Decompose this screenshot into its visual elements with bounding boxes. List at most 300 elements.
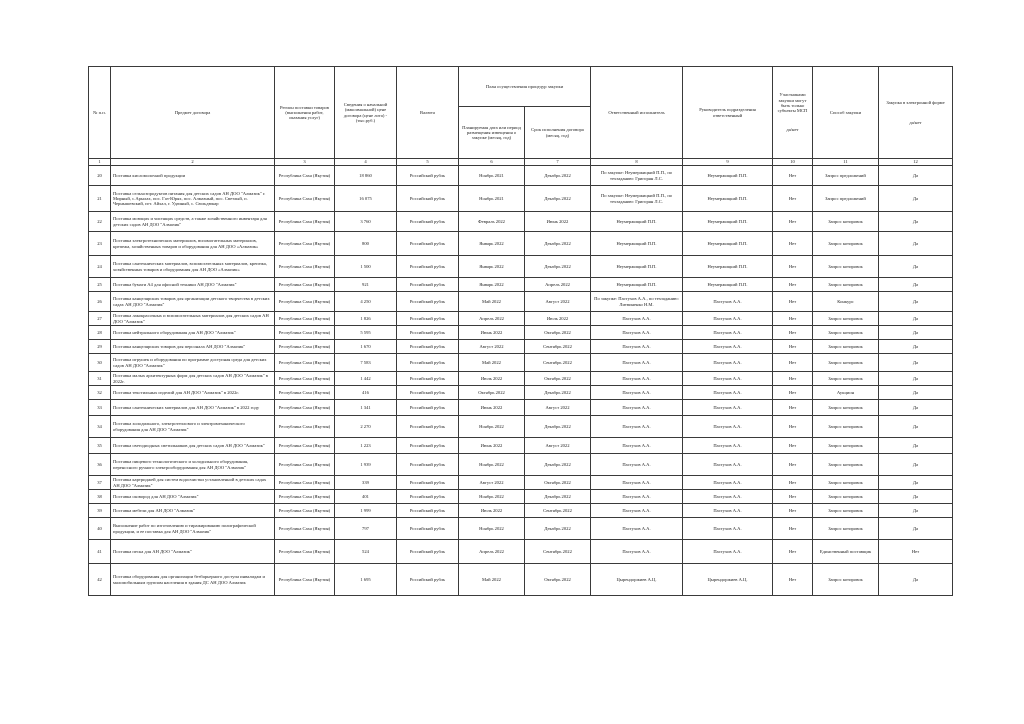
table-cell-subject: Поставка кисломолочной продукции [111,166,275,186]
table-cell-exec: Пастухов А.А. [591,354,683,372]
table-cell-method: Единственный поставщик [813,540,879,564]
header-cell: Планируемая дата или период размещения извещения о закупке (месяц, год) [459,107,525,159]
table-cell-msp: Нет [773,326,813,340]
column-number: 7 [525,159,591,166]
header-cell: № п.п. [89,67,111,159]
table-cell-currency: Российский рубль [397,504,459,518]
table-cell-msp: Нет [773,292,813,312]
table-cell-term: Сентябрь 2022 [525,504,591,518]
table-row [89,372,953,386]
header-cell: Регион поставки товаров (выполнения работ, оказания услуг) [275,67,335,159]
column-number: 11 [813,159,879,166]
table-cell-currency: Российский рубль [397,400,459,416]
header-cell [773,67,813,159]
table-cell-n: 38 [89,490,111,504]
table-cell-price: 401 [335,490,397,504]
table-cell-date: Август 2022 [459,340,525,354]
table-cell-date: Апрель 2022 [459,540,525,564]
table-cell-msp: Нет [773,540,813,564]
table-cell-head: Пастухов А.А. [683,454,773,476]
table-cell-method: Запрос котировок [813,438,879,454]
table-cell-region: Республика Саха (Якутия) [275,292,335,312]
table-cell-price: 800 [335,232,397,256]
table-cell-term: Июль 2022 [525,312,591,326]
table-cell-currency: Российский рубль [397,476,459,490]
table-row [89,256,953,278]
table-cell-term: Октябрь 2022 [525,564,591,596]
table-cell-msp: Нет [773,438,813,454]
table-cell-el: Да [879,416,953,438]
table-cell-exec: Пастухов А.А. [591,504,683,518]
table-cell-exec: Пастухов А.А. [591,386,683,400]
table-row [89,340,953,354]
table-cell-el: Да [879,454,953,476]
table-cell-n: 20 [89,166,111,186]
document-page [88,66,952,596]
table-cell-method: Запрос котировок [813,564,879,596]
table-cell-el: Да [879,326,953,340]
table-cell-currency: Российский рубль [397,312,459,326]
table-row [89,400,953,416]
table-cell-date: Ноябрь 2022 [459,518,525,540]
table-cell-head: Пастухов А.А. [683,340,773,354]
table-cell-exec: Пастухов А.А. [591,438,683,454]
table-cell-el: Да [879,386,953,400]
table-cell-currency: Российский рубль [397,540,459,564]
table-cell-n: 40 [89,518,111,540]
table-cell-term: Июнь 2022 [525,212,591,232]
table-cell-el: Да [879,490,953,504]
table-cell-subject: Поставка песка для АН ДОО "Алмазик" [111,540,275,564]
table-cell-n: 32 [89,386,111,400]
column-number: 6 [459,159,525,166]
column-number: 5 [397,159,459,166]
table-cell-head: Пастухов А.А. [683,354,773,372]
table-cell-date: Июль 2022 [459,504,525,518]
table-cell-date: Май 2022 [459,354,525,372]
table-cell-currency: Российский рубль [397,372,459,386]
table-cell-head: Пастухов А.А. [683,518,773,540]
table-cell-date: Ноябрь 2021 [459,166,525,186]
table-cell-msp: Нет [773,278,813,292]
table-cell-price: 339 [335,476,397,490]
table-cell-method: Запрос котировок [813,454,879,476]
table-cell-exec: Пастухов А.А. [591,312,683,326]
table-cell-msp: Нет [773,518,813,540]
table-cell-exec: Пастухов А.А. [591,326,683,340]
table-cell-head: Неумержицкий П.П. [683,256,773,278]
table-cell-n: 24 [89,256,111,278]
table-cell-subject: Поставка нейтрального оборудования для АН ДОО "Алмазик" [111,326,275,340]
table-cell-method: Запрос котировок [813,400,879,416]
table-cell-exec: Пастухов А.А. [591,454,683,476]
table-cell-exec: Пастухов А.А. [591,372,683,386]
table-cell-date: Январь 2022 [459,278,525,292]
table-cell-exec: Пастухов А.А. [591,400,683,416]
table-cell-n: 36 [89,454,111,476]
table-cell-msp: Нет [773,256,813,278]
table-cell-n: 37 [89,476,111,490]
table-row [89,540,953,564]
table-cell-el: Да [879,278,953,292]
header-cell-text: Закупка в электронной форме [886,100,945,106]
table-cell-head: Пастухов А.А. [683,372,773,386]
table-row [89,490,953,504]
table-cell-exec: По закупке: Неумержицкий П.П., по техзаданию: Григорян Л.С. [591,166,683,186]
table-cell-term: Сентябрь 2022 [525,354,591,372]
table-cell-date: Январь 2022 [459,232,525,256]
table-cell-price: 921 [335,278,397,292]
table-cell-head: Неумержицкий П.П. [683,186,773,212]
table-cell-head: Пастухов А.А. [683,476,773,490]
table-cell-method: Запрос котировок [813,372,879,386]
table-cell-date: Август 2022 [459,476,525,490]
table-cell-subject: Поставка малых архитектурных форм для детских садов АН ДОО "Алмазик" в 2022г. [111,372,275,386]
table-cell-date: Ноябрь 2021 [459,186,525,212]
table-cell-subject: Поставка оборудования для организации безбарьерного доступа инвалидам и маломобильным группам населения в здания ДС АН ДОО Алмазик [111,564,275,596]
table-cell-region: Республика Саха (Якутия) [275,416,335,438]
table-cell-head: Неумержицкий П.П. [683,212,773,232]
table-cell-el: Да [879,292,953,312]
table-cell-head: Пастухов А.А. [683,386,773,400]
table-row [89,212,953,232]
header-cell: Предмет договора [111,67,275,159]
header-cell: Сведения о начальной (максимальной) цене договора (цене лота) - (тыс.руб.) [335,67,397,159]
table-cell-term: Октябрь 2022 [525,326,591,340]
table-cell-el: Да [879,354,953,372]
table-row [89,504,953,518]
table-cell-method: Запрос предложений [813,186,879,212]
table-cell-date: Февраль 2022 [459,212,525,232]
table-cell-head: Цырендоржиев А.Ц. [683,564,773,596]
table-cell-el: Да [879,400,953,416]
table-cell-n: 35 [89,438,111,454]
table-row [89,438,953,454]
table-cell-exec: Цырендоржиев А.Ц. [591,564,683,596]
table-cell-term: Декабрь 2022 [525,256,591,278]
table-row [89,354,953,372]
table-cell-msp: Нет [773,232,813,256]
table-cell-method: Запрос котировок [813,212,879,232]
table-cell-price: 2 270 [335,416,397,438]
column-number: 9 [683,159,773,166]
table-cell-date: Ноябрь 2022 [459,454,525,476]
table-cell-el: Да [879,212,953,232]
table-cell-head: Пастухов А.А. [683,540,773,564]
table-cell-el: Да [879,312,953,326]
table-cell-head: Неумержицкий П.П. [683,232,773,256]
table-cell-subject: Поставка текстильных изделий для АН ДОО "Алмазик" в 2022г. [111,386,275,400]
table-cell-el: Да [879,232,953,256]
header-cell-sub: да/нет [909,119,922,125]
table-cell-price: 3 760 [335,212,397,232]
table-cell-currency: Российский рубль [397,166,459,186]
table-cell-el: Да [879,166,953,186]
table-cell-currency: Российский рубль [397,212,459,232]
table-cell-head: Пастухов А.А. [683,416,773,438]
column-number: 10 [773,159,813,166]
table-cell-msp: Нет [773,212,813,232]
table-cell-method: Конкурс [813,292,879,312]
table-cell-currency: Российский рубль [397,386,459,400]
header-cell: Способ закупки [813,67,879,159]
table-cell-price: 16 075 [335,186,397,212]
table-cell-n: 25 [89,278,111,292]
table-cell-price: 1 670 [335,340,397,354]
table-cell-price: 5 595 [335,326,397,340]
table-cell-head: Пастухов А.А. [683,490,773,504]
table-cell-price: 1 442 [335,372,397,386]
header-cell: План осуществления процедур закупки [459,67,591,107]
table-cell-region: Республика Саха (Якутия) [275,312,335,326]
table-cell-currency: Российский рубль [397,186,459,212]
table-cell-exec: Неумержицкий П.П. [591,278,683,292]
table-cell-n: 42 [89,564,111,596]
table-cell-region: Республика Саха (Якутия) [275,518,335,540]
table-cell-n: 33 [89,400,111,416]
column-number: 4 [335,159,397,166]
table-cell-term: Август 2022 [525,292,591,312]
table-cell-term: Август 2022 [525,400,591,416]
table-cell-el: Да [879,504,953,518]
table-cell-msp: Нет [773,490,813,504]
table-row [89,386,953,400]
table-cell-date: Июль 2022 [459,372,525,386]
table-cell-el: Да [879,564,953,596]
table-cell-region: Республика Саха (Якутия) [275,454,335,476]
table-cell-price: 1 223 [335,438,397,454]
header-cell: Ответственный исполнитель [591,67,683,159]
table-cell-price: 7 583 [335,354,397,372]
table-row [89,476,953,490]
table-cell-exec: Неумержицкий П.П. [591,232,683,256]
table-cell-subject: Поставка игрушек и оборудования по программе доступная среда для детских садов АН ДОО "Алмазик" [111,354,275,372]
table-cell-currency: Российский рубль [397,340,459,354]
procurement-table [88,66,953,596]
table-cell-region: Республика Саха (Якутия) [275,278,335,292]
table-row [89,518,953,540]
table-cell-date: Июнь 2022 [459,326,525,340]
table-cell-region: Республика Саха (Якутия) [275,372,335,386]
table-cell-currency: Российский рубль [397,438,459,454]
table-row [89,564,953,596]
table-cell-subject: Поставка лакокрасочных и вспомогательных материалов для детских садов АН ДОО "Алмазик" [111,312,275,326]
table-row [89,166,953,186]
table-cell-region: Республика Саха (Якутия) [275,340,335,354]
table-cell-currency: Российский рубль [397,256,459,278]
table-cell-date: Май 2022 [459,564,525,596]
table-cell-region: Республика Саха (Якутия) [275,564,335,596]
table-cell-term: Октябрь 2022 [525,476,591,490]
table-cell-price: 1 939 [335,454,397,476]
table-cell-method: Запрос котировок [813,256,879,278]
table-cell-n: 31 [89,372,111,386]
table-cell-region: Республика Саха (Якутия) [275,354,335,372]
table-cell-msp: Нет [773,454,813,476]
table-cell-region: Республика Саха (Якутия) [275,186,335,212]
table-cell-price: 797 [335,518,397,540]
table-cell-method: Запрос котировок [813,326,879,340]
table-cell-n: 28 [89,326,111,340]
table-cell-msp: Нет [773,186,813,212]
table-cell-subject: Поставка моющих и чистящих средств, а также хозяйственного инвентаря для детских садов АН ДОО "Алмазик" [111,212,275,232]
table-cell-term: Декабрь 2022 [525,386,591,400]
table-cell-n: 22 [89,212,111,232]
table-cell-subject: Поставка сантехнических материалов, вспомогательных материалов, крепежа, хозяйственных товаров и оборудования для АН ДОО «Алмазик» [111,256,275,278]
table-cell-term: Сентябрь 2022 [525,540,591,564]
table-cell-subject: Выполнение работ по изготовлению и тиражированию полиграфической продукции, и ее поставка для АН ДОО "Алмазик" [111,518,275,540]
table-row [89,186,953,212]
table-cell-currency: Российский рубль [397,564,459,596]
header-cell: Руководитель подразделения ответственный [683,67,773,159]
table-body [89,166,953,596]
table-row [89,278,953,292]
table-cell-method: Запрос котировок [813,416,879,438]
table-cell-price: 1 999 [335,504,397,518]
table-cell-msp: Нет [773,564,813,596]
table-cell-region: Республика Саха (Якутия) [275,256,335,278]
table-cell-subject: Поставка канцелярских товаров для персонала АН ДОО "Алмазик" [111,340,275,354]
table-cell-price: 18 860 [335,166,397,186]
table-cell-subject: Поставка сантехнических материалов для АН ДОО "Алмазик" в 2022 году [111,400,275,416]
table-cell-currency: Российский рубль [397,454,459,476]
table-cell-subject: Поставка канцелярских товаров для организации детского творчества в детских садах АН ДОО "Алмазик" [111,292,275,312]
table-cell-n: 30 [89,354,111,372]
table-row [89,232,953,256]
table-cell-n: 34 [89,416,111,438]
table-cell-term: Декабрь 2022 [525,490,591,504]
table-cell-msp: Нет [773,166,813,186]
table-cell-el: Да [879,372,953,386]
table-cell-date: Октябрь 2022 [459,386,525,400]
table-cell-head: Пастухов А.А. [683,312,773,326]
column-number-row [89,159,953,166]
table-cell-region: Республика Саха (Якутия) [275,166,335,186]
table-cell-head: Неумержицкий П.П. [683,278,773,292]
table-cell-region: Республика Саха (Якутия) [275,490,335,504]
table-cell-n: 27 [89,312,111,326]
table-cell-subject: Поставка светодиодных светильников для детских садов АН ДОО "Алмазик" [111,438,275,454]
table-cell-currency: Российский рубль [397,518,459,540]
header-cell-text: Участниками закупки могут быть только субъекты МСП [777,92,808,114]
table-cell-term: Декабрь 2022 [525,416,591,438]
table-cell-exec: Пастухов А.А. [591,340,683,354]
table-cell-date: Ноябрь 2022 [459,416,525,438]
table-cell-msp: Нет [773,340,813,354]
table-cell-method: Запрос предложений [813,166,879,186]
table-cell-price: 1 500 [335,256,397,278]
table-cell-head: Неумержицкий П.П. [683,166,773,186]
table-cell-msp: Нет [773,416,813,438]
table-cell-msp: Нет [773,372,813,386]
column-number: 8 [591,159,683,166]
table-cell-method: Запрос котировок [813,312,879,326]
table-cell-term: Октябрь 2022 [525,372,591,386]
table-cell-head: Пастухов А.А. [683,292,773,312]
table-cell-exec: Пастухов А.А. [591,518,683,540]
table-cell-msp: Нет [773,312,813,326]
table-cell-method: Запрос котировок [813,232,879,256]
table-cell-region: Республика Саха (Якутия) [275,386,335,400]
table-cell-date: Апрель 2022 [459,312,525,326]
table-cell-exec: Пастухов А.А. [591,490,683,504]
table-cell-subject: Поставка пищевого технологического и холодильного оборудования, переносного ручного электрооборудования для АН ДОО "Алмазик" [111,454,275,476]
table-cell-method: Запрос котировок [813,476,879,490]
table-cell-region: Республика Саха (Якутия) [275,438,335,454]
table-row [89,326,953,340]
table-cell-term: Декабрь 2022 [525,518,591,540]
table-cell-price: 4 250 [335,292,397,312]
table-cell-region: Республика Саха (Якутия) [275,232,335,256]
table-cell-region: Республика Саха (Якутия) [275,540,335,564]
table-cell-subject: Поставка мебели для АН ДОО "Алмазик" [111,504,275,518]
table-cell-msp: Нет [773,400,813,416]
table-cell-exec: По закупке: Пастухов А.А., по техзаданию: Литвиненко Н.М. [591,292,683,312]
table-cell-head: Пастухов А.А. [683,400,773,416]
column-number: 3 [275,159,335,166]
table-cell-method: Запрос котировок [813,278,879,292]
table-cell-term: Декабрь 2022 [525,454,591,476]
table-cell-head: Пастухов А.А. [683,326,773,340]
table-cell-method: Аукцион [813,386,879,400]
table-cell-n: 21 [89,186,111,212]
table-cell-el: Нет [879,540,953,564]
table-cell-term: Август 2022 [525,438,591,454]
table-cell-price: 524 [335,540,397,564]
table-row [89,454,953,476]
table-cell-currency: Российский рубль [397,490,459,504]
table-cell-date: Январь 2022 [459,256,525,278]
table-cell-msp: Нет [773,386,813,400]
table-cell-currency: Российский рубль [397,326,459,340]
column-number: 12 [879,159,953,166]
table-cell-currency: Российский рубль [397,416,459,438]
table-cell-currency: Российский рубль [397,354,459,372]
table-cell-region: Республика Саха (Якутия) [275,400,335,416]
table-cell-el: Да [879,256,953,278]
table-cell-n: 39 [89,504,111,518]
table-cell-exec: Пастухов А.А. [591,476,683,490]
table-cell-exec: Неумержицкий П.П. [591,212,683,232]
table-cell-term: Декабрь 2022 [525,166,591,186]
table-cell-currency: Российский рубль [397,232,459,256]
table-cell-region: Республика Саха (Якутия) [275,476,335,490]
table-cell-el: Да [879,438,953,454]
table-cell-currency: Российский рубль [397,292,459,312]
table-cell-price: 1 826 [335,312,397,326]
table-cell-price: 1 341 [335,400,397,416]
column-number: 1 [89,159,111,166]
table-cell-msp: Нет [773,354,813,372]
table-cell-method: Запрос котировок [813,340,879,354]
table-cell-method: Запрос котировок [813,504,879,518]
table-cell-date: Июнь 2022 [459,400,525,416]
header-cell: Срок исполнения договора (месяц, год) [525,107,591,159]
table-cell-exec: Неумержицкий П.П. [591,256,683,278]
table-cell-date: Май 2022 [459,292,525,312]
header-cell-sub: да/нет [786,127,799,133]
table-cell-n: 29 [89,340,111,354]
table-cell-price: 1 695 [335,564,397,596]
table-cell-term: Декабрь 2022 [525,232,591,256]
table-cell-exec: По закупке: Неумержицкий П.П., по техзаданию: Григорян Л.С. [591,186,683,212]
table-cell-date: Ноябрь 2022 [459,490,525,504]
table-cell-head: Пастухов А.А. [683,504,773,518]
table-cell-head: Пастухов А.А. [683,438,773,454]
table-cell-region: Республика Саха (Якутия) [275,326,335,340]
table-cell-n: 26 [89,292,111,312]
table-cell-term: Сентябрь 2022 [525,340,591,354]
